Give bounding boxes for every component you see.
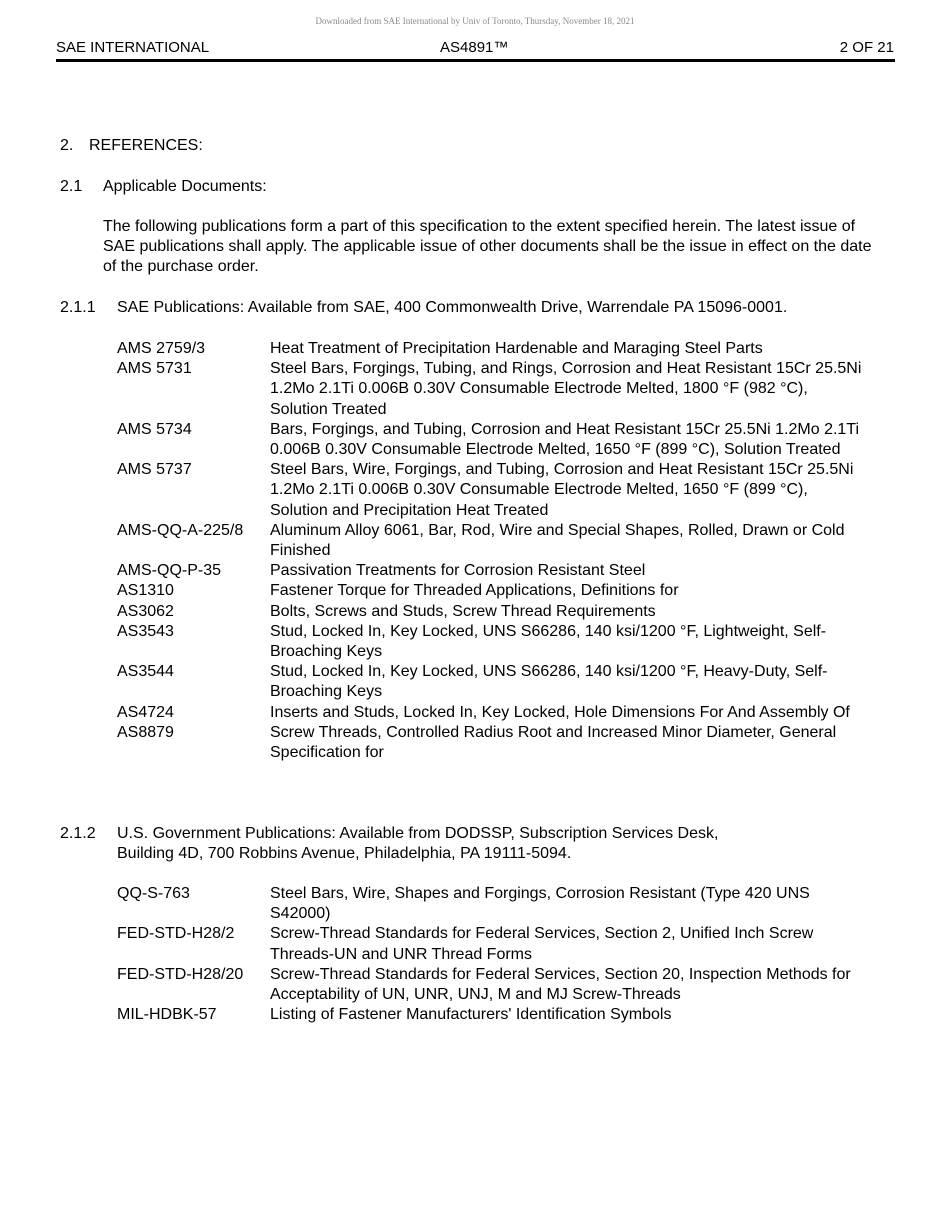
- reference-row: [117, 521, 870, 561]
- reference-title: Inserts and Studs, Locked In, Key Locked, Hole Dimensions For And Assembly Of: [270, 703, 850, 721]
- reference-row: [117, 662, 870, 702]
- reference-row: [117, 561, 870, 581]
- reference-title: Passivation Treatments for Corrosion Resistant Steel: [270, 562, 646, 580]
- reference-row: [117, 622, 870, 662]
- download-watermark: Downloaded from SAE International by Univ of Toronto, Thursday, November 18, 2021: [315, 16, 635, 26]
- reference-title: Steel Bars, Wire, Shapes and Forgings, Corrosion Resistant (Type 420 UNS S42000): [270, 885, 810, 923]
- reference-code: AMS 5737: [117, 461, 192, 479]
- reference-title: Screw Threads, Controlled Radius Root and Increased Minor Diameter, General Specification for: [270, 723, 837, 762]
- section-2-1-2-number: 2.1.2: [60, 825, 96, 842]
- reference-code: AS3544: [117, 663, 174, 681]
- reference-row: [117, 723, 870, 763]
- reference-code: AMS 2759/3: [117, 340, 206, 357]
- reference-code: FED-STD-H28/20: [117, 965, 244, 983]
- reference-title: Stud, Locked In, Key Locked, UNS S66286, 140 ksi/1200 °F, Lightweight, Self-Broaching Keys: [270, 622, 827, 661]
- section-2-title: REFERENCES:: [89, 137, 203, 154]
- reference-title: Bolts, Screws and Studs, Screw Thread Requirements: [270, 602, 656, 620]
- reference-row: [117, 420, 870, 460]
- reference-title: Screw-Thread Standards for Federal Services, Section 20, Inspection Methods for Acceptability of UN, UNR, UNJ, M and MJ Screw-Threads: [270, 965, 851, 1004]
- reference-code: FED-STD-H28/2: [117, 925, 235, 943]
- reference-row: [117, 359, 870, 420]
- reference-row: [117, 924, 870, 964]
- reference-title: Listing of Fastener Manufacturers' Identification Symbols: [270, 1006, 672, 1024]
- reference-title: Steel Bars, Forgings, Tubing, and Rings, Corrosion and Heat Resistant 15Cr 25.5Ni 1.2Mo 2.1Ti 0.006B 0.30V Consumable Electrode Melted, 1800 °F (982 °C), Solution Treated: [270, 360, 862, 418]
- section-2-1-1-title: SAE Publications: Available from SAE, 400 Commonwealth Drive, Warrendale PA 15096-0001.: [117, 299, 788, 316]
- reference-code: MIL-HDBK-57: [117, 1006, 217, 1024]
- reference-code: AS3543: [117, 622, 174, 640]
- reference-row: [117, 884, 870, 924]
- header-document-id: AS4891™: [440, 39, 509, 56]
- reference-code: QQ-S-763: [117, 885, 190, 902]
- reference-title: Fastener Torque for Threaded Applications, Definitions for: [270, 582, 679, 600]
- reference-title: Bars, Forgings, and Tubing, Corrosion and Heat Resistant 15Cr 25.5Ni 1.2Mo 2.1Ti 0.006B 0.30V Consumable Electrode Melted, 1650 °F (899 °C), Solution Treated: [270, 420, 860, 459]
- reference-row: [117, 1005, 870, 1025]
- reference-title: Aluminum Alloy 6061, Bar, Rod, Wire and Special Shapes, Rolled, Drawn or Cold Finished: [270, 521, 845, 560]
- reference-row: [117, 602, 870, 622]
- header-page-number: 2 OF 21: [839, 39, 894, 56]
- applicable-documents-paragraph: The following publications form a part of this specification to the extent specified herein. The latest issue of SAE publications shall apply. The applicable issue of other documents shall be the issue in effect on the date of the purchase order.: [103, 218, 872, 275]
- reference-code: AMS 5731: [117, 360, 192, 378]
- sae-references-list: [117, 339, 870, 763]
- reference-row: [117, 965, 870, 1005]
- header-rule: [56, 59, 895, 62]
- section-2-1-1-number: 2.1.1: [60, 299, 96, 316]
- reference-row: [117, 339, 870, 359]
- reference-title: Stud, Locked In, Key Locked, UNS S66286, 140 ksi/1200 °F, Heavy-Duty, Self-Broaching Keys: [270, 663, 828, 701]
- section-2-1-title: Applicable Documents:: [103, 178, 267, 195]
- reference-code: AMS-QQ-P-35: [117, 562, 222, 580]
- reference-code: AMS-QQ-A-225/8: [117, 521, 244, 539]
- reference-code: AS4724: [117, 703, 174, 721]
- section-2-1-2-title-line-2: Building 4D, 700 Robbins Avenue, Philadelphia, PA 19111-5094.: [117, 845, 572, 862]
- reference-code: AS1310: [117, 582, 174, 600]
- reference-row: [117, 581, 870, 601]
- government-references-list: [117, 884, 870, 1025]
- section-2-1-2-title-line-1: U.S. Government Publications: Available from DODSSP, Subscription Services Desk,: [117, 825, 719, 842]
- section-2-number: 2.: [60, 137, 74, 154]
- reference-row: [117, 703, 870, 723]
- header-publisher: SAE INTERNATIONAL: [56, 39, 210, 56]
- reference-code: AS8879: [117, 723, 174, 741]
- reference-row: [117, 460, 870, 521]
- reference-title: Screw-Thread Standards for Federal Services, Section 2, Unified Inch Screw Threads-UN and UNR Thread Forms: [270, 925, 814, 963]
- section-2-1-number: 2.1: [60, 178, 83, 195]
- reference-code: AMS 5734: [117, 420, 192, 438]
- reference-code: AS3062: [117, 602, 174, 620]
- reference-title: Heat Treatment of Precipitation Hardenable and Maraging Steel Parts: [270, 340, 763, 357]
- reference-title: Steel Bars, Wire, Forgings, and Tubing, Corrosion and Heat Resistant 15Cr 25.5Ni 1.2Mo 2.1Ti 0.006B 0.30V Consumable Electrode Melted, 1650 °F (899 °C), Solution and Precipitation Heat Treated: [270, 461, 854, 519]
